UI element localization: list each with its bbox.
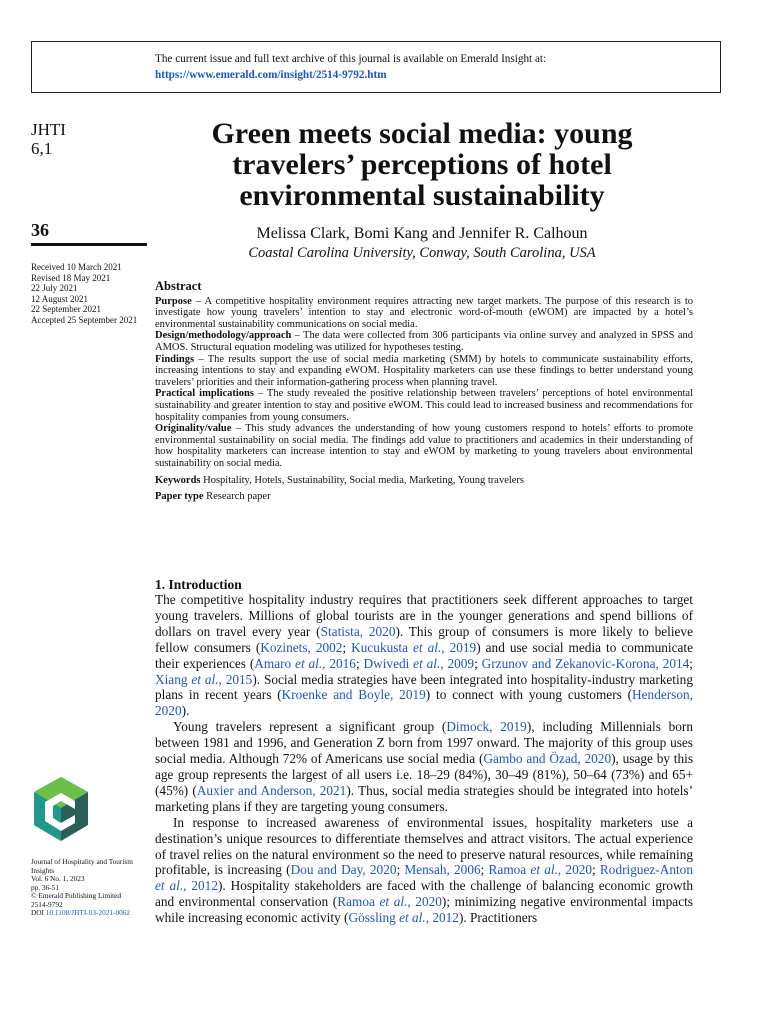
body-text-run: ). This group of consumers is more likely to believe fellow consumers ( xyxy=(155,623,693,655)
page-number-rule xyxy=(31,243,147,246)
citation-link[interactable]: , 2019 xyxy=(441,639,477,655)
citation-link[interactable]: Gambo and Özad, 2020 xyxy=(483,751,612,767)
practical-text: – The study revealed the positive relationship between travelers’ perceptions of hotel environmental sustainability and greater intention to stay and positive eWOM. This could lead to increased business and recommendations for hospitality companies from young consumers. xyxy=(155,388,693,423)
journal-abbrev: JHTI xyxy=(31,120,66,139)
footer-journal-name-2: Insights xyxy=(31,865,55,875)
citation-link[interactable]: Statista, 2020 xyxy=(320,623,396,639)
citation-link[interactable]: , 2015 xyxy=(218,671,253,687)
originality-label: Originality/value xyxy=(155,423,232,435)
abstract-findings xyxy=(155,354,693,389)
journal-url-link[interactable]: https://www.emerald.com/insight/2514-9792.htm xyxy=(155,69,387,81)
history-received: Received 10 March 2021 xyxy=(31,262,122,272)
footer-volume: Vol. 6 No. 1, 2023 xyxy=(31,874,85,883)
journal-code xyxy=(31,120,66,158)
body-text xyxy=(155,592,693,926)
design-label: Design/methodology/approach xyxy=(155,330,292,342)
body-text-run: ), including Millennials born between 1981 and 1996, and Generation Z born from 1997 onward. The majority of this group uses social media. Although 72% of Americans use social media ( xyxy=(155,719,693,767)
abstract-purpose xyxy=(155,296,693,331)
abstract xyxy=(155,281,693,503)
purpose-label: Purpose xyxy=(155,295,192,307)
body-text-run: ), usage by this age group represents the largest of all users i.e. 18–29 (84%), 30–49 (81%), 50–64 (73%) and 65+ (45%) ( xyxy=(155,751,693,798)
abstract-originality xyxy=(155,423,693,469)
body-text-run: Young travelers represent a significant group ( xyxy=(173,719,447,735)
article-history xyxy=(31,262,137,325)
body-paragraph xyxy=(155,592,693,719)
journal-footer-info xyxy=(31,858,133,918)
abstract-practical xyxy=(155,388,693,423)
keywords-label: Keywords xyxy=(155,474,201,486)
history-revised-4: 22 September 2021 xyxy=(31,304,101,314)
journal-volume: 6,1 xyxy=(31,139,53,158)
citation-link[interactable]: Dwivedi xyxy=(363,655,414,671)
abstract-heading: Abstract xyxy=(155,279,202,293)
section-heading-introduction: 1. Introduction xyxy=(155,577,242,592)
body-text-run: ). xyxy=(181,703,190,719)
citation-link[interactable]: , 2020 xyxy=(557,862,593,878)
citation-link[interactable]: , 2016 xyxy=(322,655,356,671)
citation-link[interactable]: , 2012 xyxy=(183,878,218,894)
history-accepted: Accepted 25 September 2021 xyxy=(31,314,138,325)
design-text: – The data were collected from 306 participants via online survey and analyzed in SPSS and AMOS. Structural equation modeling was utilized for hypotheses testing. xyxy=(155,330,693,353)
citation-link[interactable]: Rodriguez-Anton xyxy=(599,862,693,878)
journal-availability-box xyxy=(31,41,721,93)
keywords xyxy=(155,475,693,487)
citation-link[interactable]: et al. xyxy=(399,910,426,926)
emerald-logo-icon xyxy=(31,775,91,845)
citation-link[interactable]: Kucukusta xyxy=(351,639,414,655)
citation-link[interactable]: et al. xyxy=(413,639,442,655)
citation-link[interactable]: et al. xyxy=(155,878,184,894)
body-text-run: ; xyxy=(474,655,482,671)
doi-label: DOI xyxy=(31,908,46,917)
citation-link[interactable]: et al. xyxy=(295,655,323,671)
affiliation: Coastal Carolina University, Conway, South Carolina, USA xyxy=(248,245,596,261)
citation-link[interactable]: et al. xyxy=(191,671,219,687)
citation-link[interactable]: Kroenke and Boyle, 2019 xyxy=(281,687,426,703)
body-text-run: ; xyxy=(396,862,405,878)
body-text-run: ) and use social media to communicate their experiences ( xyxy=(155,639,694,671)
citation-link[interactable]: Dou and Day, 2020 xyxy=(290,862,397,878)
body-text-run: ). Thus, social media strategies should be integrated into hotels’ marketing plans if they are targeting young consumers. xyxy=(155,782,693,814)
purpose-text: – A competitive hospitality environment requires attracting new target markets. The purpose of this research is to investigate how young travelers’ intention to stay and electronic word-of-mouth (eWOM) are impacted by a hotel’s environmental sustainability communications on social media. xyxy=(155,295,693,330)
body-paragraph xyxy=(155,719,693,814)
citation-link[interactable]: Ramoa xyxy=(488,862,531,878)
findings-label: Findings xyxy=(155,353,195,365)
body-text-run: ; xyxy=(480,862,489,878)
citation-link[interactable]: Henderson, 2020 xyxy=(155,687,693,719)
body-text-run: ; xyxy=(355,655,364,671)
body-text-run: ). Practitioners xyxy=(458,910,538,926)
body-text-run: ; xyxy=(689,655,693,671)
footer-issn: 2514-9792 xyxy=(31,899,63,909)
history-revised-3: 12 August 2021 xyxy=(31,293,89,304)
paper-type xyxy=(155,491,693,503)
citation-link[interactable]: Xiang xyxy=(155,671,192,687)
citation-link[interactable]: Ramoa xyxy=(337,894,380,910)
abstract-design xyxy=(155,330,693,353)
citation-link[interactable]: , 2009 xyxy=(440,655,475,671)
footer-journal-name: Journal of Hospitality and Tourism xyxy=(31,857,133,866)
body-text-run: ; xyxy=(342,639,352,655)
footer-pages: pp. 36-51 xyxy=(31,882,59,892)
citation-link[interactable]: Dimock, 2019 xyxy=(446,719,527,735)
body-text-run: In response to increased awareness of environmental issues, hospitality marketers use a destination’s unique resources to differentiate themselves and attract visitors. The actual experience of travel relies on the natural environment so the need to preserve natural resources, while remaining profitable, is increasing ( xyxy=(155,814,693,878)
footer-copyright: © Emerald Publishing Limited xyxy=(31,891,122,900)
footer-doi xyxy=(31,909,133,918)
history-revised-2: 22 July 2021 xyxy=(31,283,78,293)
citation-link[interactable]: , 2020 xyxy=(407,894,442,910)
findings-text: – The results support the use of social media marketing (SMM) by hotels to communicate sustainability efforts, increasing intentions to stay and expanding eWOM. Hospitality marketers can use these findings to better understand young travelers’ priorities and their information-gathering process when planning travel. xyxy=(155,353,693,388)
body-text-run: ); minimizing negative environmental impacts while increasing economic activity ( xyxy=(155,894,693,926)
page-number: 36 xyxy=(31,220,49,240)
citation-link[interactable]: Gössling xyxy=(348,910,400,926)
citation-link[interactable]: Grzunov and Zekanovic-Korona, 2014 xyxy=(481,655,690,671)
availability-text: The current issue and full text archive of this journal is available on Emerald Insight at: xyxy=(155,53,547,65)
doi-link[interactable]: 10.1108/JHTI-03-2021-0062 xyxy=(45,908,131,917)
paper-type-label: Paper type xyxy=(155,491,204,503)
originality-text: – This study advances the understanding of how young customers respond to hotels’ efforts to promote environmental sustainability on social media. The findings add value to practitioners and academics in their understanding of how hospitality marketers can increase intention to stay and eWOM by marketing to young travelers about environmental sustainability on social media. xyxy=(155,423,693,469)
body-text-run: ; xyxy=(592,862,600,878)
keywords-text: Hospitality, Hotels, Sustainability, Social media, Marketing, Young travelers xyxy=(200,474,525,486)
paper-type-text: Research paper xyxy=(203,491,271,503)
citation-link[interactable]: et al. xyxy=(530,862,558,878)
authors: Melissa Clark, Bomi Kang and Jennifer R. Calhoun xyxy=(256,225,588,242)
body-text-run: The competitive hospitality industry requires that practitioners seek different approaches to target young travelers. Millions of global tourists are in the younger generations and spend billions of dollars on travel every year ( xyxy=(155,592,693,639)
citation-link[interactable]: , 2012 xyxy=(425,910,459,926)
body-text-run: ) to connect with young customers ( xyxy=(425,687,633,703)
citation-link[interactable]: Kozinets, 2002 xyxy=(260,639,343,655)
citation-link[interactable]: Auxier and Anderson, 2021 xyxy=(196,782,347,798)
citation-link[interactable]: et al. xyxy=(413,655,441,671)
citation-link[interactable]: Mensah, 2006 xyxy=(404,862,481,878)
body-paragraph xyxy=(155,815,693,926)
paper-title: Green meets social media: young travelers’ perceptions of hotel environmental sustainability xyxy=(211,117,633,212)
citation-link[interactable]: et al. xyxy=(379,894,408,910)
citation-link[interactable]: Amaro xyxy=(254,655,296,671)
body-text-run: ). Social media strategies have been integrated into hospitality-industry marketing plans in recent years ( xyxy=(155,671,693,703)
practical-label: Practical implications xyxy=(155,388,254,400)
body-text-run: ). Hospitality stakeholders are faced with the challenge of balancing economic growth and environmental conservation ( xyxy=(155,878,693,910)
history-revised: Revised 18 May 2021 xyxy=(31,272,111,283)
